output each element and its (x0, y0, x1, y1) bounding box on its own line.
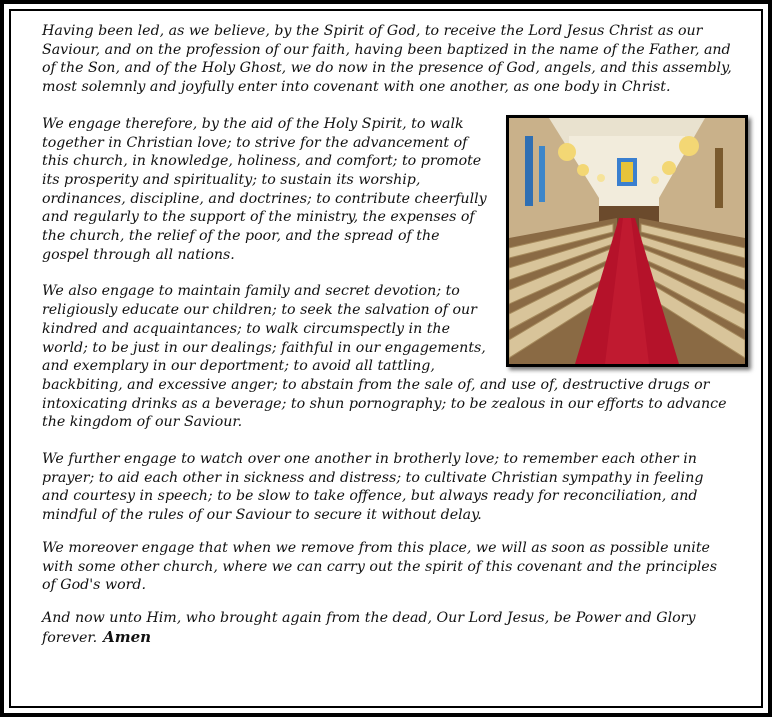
amen-signoff: Amen (103, 627, 152, 646)
covenant-paragraph-5: We moreover engage that when we remove from this place, we will as soon as possible unite with some other church, where we can carry out the spirit of this covenant and the principles of God's word. (42, 539, 717, 594)
sanctuary-photo (506, 115, 748, 367)
covenant-paragraph-2: We engage therefore, by the aid of the Holy Spirit, to walk together in Christian love; to strive for the advancement of this church, in knowledge, holiness, and comfort; to promote its prosperity and spirituality; to sustain its worship, ordinances, discipline, and doctrines; to contribute cheerfully and regularly to the support of the ministry, the expenses of the church, the relief of the poor, and the spread of the gospel through all nations. (42, 115, 487, 263)
covenant-paragraph-3: We also engage to maintain family and secret devotion; to religiously educate our children; to seek the salvation of our kindred and acquaintances; to walk circumspectly in the world; to be just in our dealings; faithful in our engagements, and exemplary in our deportment; to avoid all tattling, backbiting, and excessive anger; to abstain from the sale of, and use of, destructive drugs or intoxicating drinks as a beverage; to shun pornography; to be zealous in our efforts to advance the kingdom of our Saviour. (42, 283, 727, 431)
covenant-paragraph-1: Having been led, as we believe, by the Spirit of God, to receive the Lord Jesus Christ as our Saviour, and on the profession of our faith, having been baptized in the name of the Father, and of the Son, and of the Holy Ghost, we do now in the presence of God, angels, and this assembly, most solemnly and joyfully enter into covenant with one another, as one body in Christ. (42, 23, 732, 96)
covenant-paragraph-6 (42, 609, 732, 647)
closing-doxology: And now unto Him, who brought again from the dead, Our Lord Jesus, be Power and Glory forever. (42, 609, 696, 646)
covenant-paragraph-4: We further engage to watch over one another in brotherly love; to remember each other in prayer; to aid each other in sickness and distress; to cultivate Christian sympathy in feeling and courtesy in speech; to be slow to take offence, but always ready for reconciliation, and mindful of the rules of our Saviour to secure it without delay. (42, 451, 704, 524)
church-covenant (42, 22, 732, 665)
